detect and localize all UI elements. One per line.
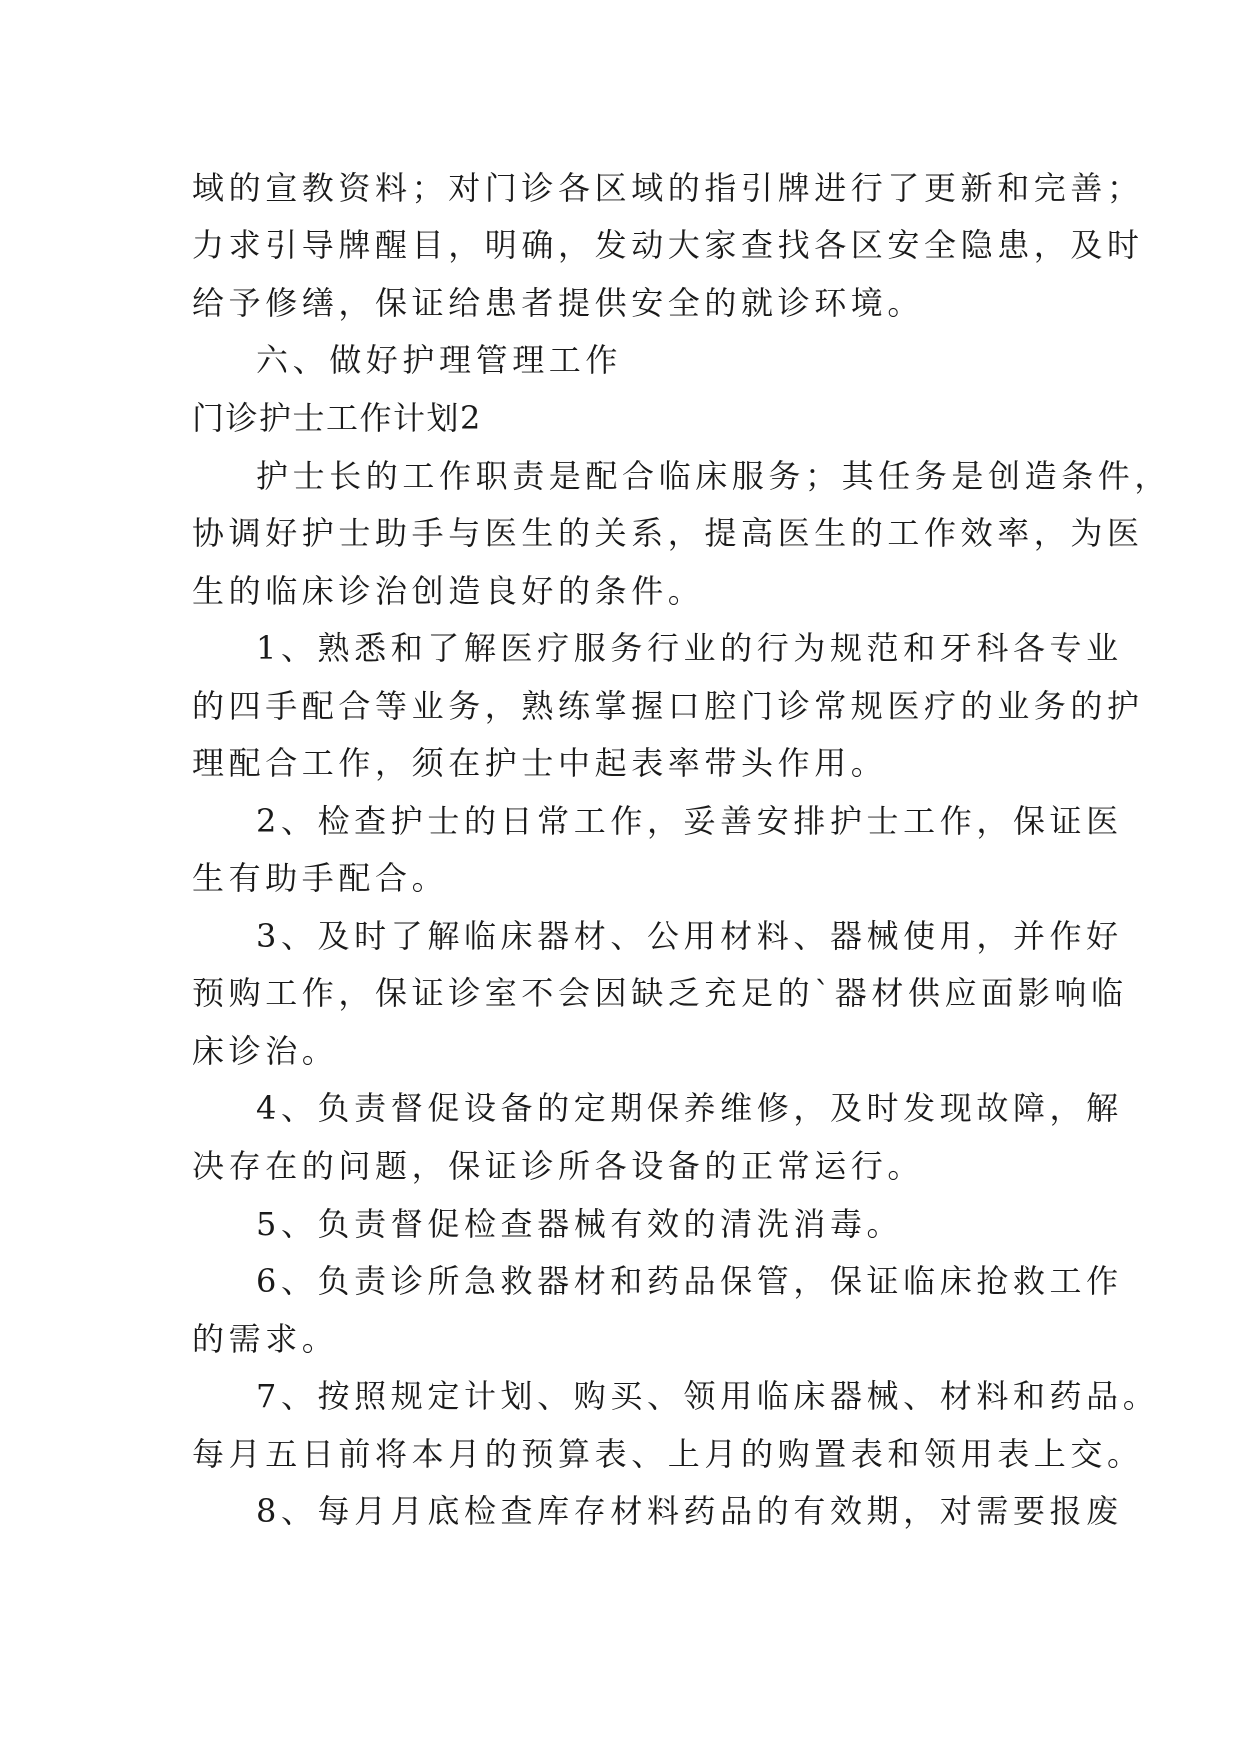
body-text-line: 给予修缮，保证给患者提供安全的就诊环境。 xyxy=(192,284,925,322)
list-item-7: 7、按照规定计划、购买、领用临床器械、材料和药品。 xyxy=(256,1377,1160,1415)
body-text-line: 协调好护士助手与医生的关系，提高医生的工作效率，为医 xyxy=(192,514,1144,552)
list-item-4: 4、负责督促设备的定期保养维修，及时发现故障，解 xyxy=(256,1089,1123,1127)
body-text-line: 床诊治。 xyxy=(192,1032,339,1070)
body-text-line: 预购工作，保证诊室不会因缺乏充足的`器材供应面影响临 xyxy=(192,974,1128,1012)
section-heading: 六、做好护理管理工作 xyxy=(256,341,623,379)
body-text-line: 决存在的问题，保证诊所各设备的正常运行。 xyxy=(192,1147,925,1185)
list-item-2: 2、检查护士的日常工作，妥善安排护士工作，保证医 xyxy=(256,802,1123,840)
body-text-line: 的四手配合等业务，熟练掌握口腔门诊常规医疗的业务的护 xyxy=(192,687,1144,725)
body-text-line: 生有助手配合。 xyxy=(192,859,449,897)
document-title: 门诊护士工作计划2 xyxy=(192,399,482,437)
list-item-6: 6、负责诊所急救器材和药品保管，保证临床抢救工作 xyxy=(256,1262,1123,1300)
body-text-line: 每月五日前将本月的预算表、上月的购置表和领用表上交。 xyxy=(192,1435,1144,1473)
list-item-1: 1、熟悉和了解医疗服务行业的行为规范和牙科各专业 xyxy=(256,629,1123,667)
body-text-line: 域的宣教资料；对门诊各区域的指引牌进行了更新和完善； xyxy=(192,169,1144,207)
paragraph-first-line: 护士长的工作职责是配合临床服务；其任务是创造条件， xyxy=(256,457,1172,495)
body-text-line: 力求引导牌醒目，明确，发动大家查找各区安全隐患，及时 xyxy=(192,226,1144,264)
list-item-5: 5、负责督促检查器械有效的清洗消毒。 xyxy=(256,1205,904,1243)
body-text-line: 生的临床诊治创造良好的条件。 xyxy=(192,572,705,610)
body-text-line: 理配合工作，须在护士中起表率带头作用。 xyxy=(192,744,888,782)
list-item-8: 8、每月月底检查库存材料药品的有效期，对需要报废 xyxy=(256,1492,1123,1530)
body-text-line: 的需求。 xyxy=(192,1320,339,1358)
list-item-3: 3、及时了解临床器材、公用材料、器械使用，并作好 xyxy=(256,917,1123,955)
